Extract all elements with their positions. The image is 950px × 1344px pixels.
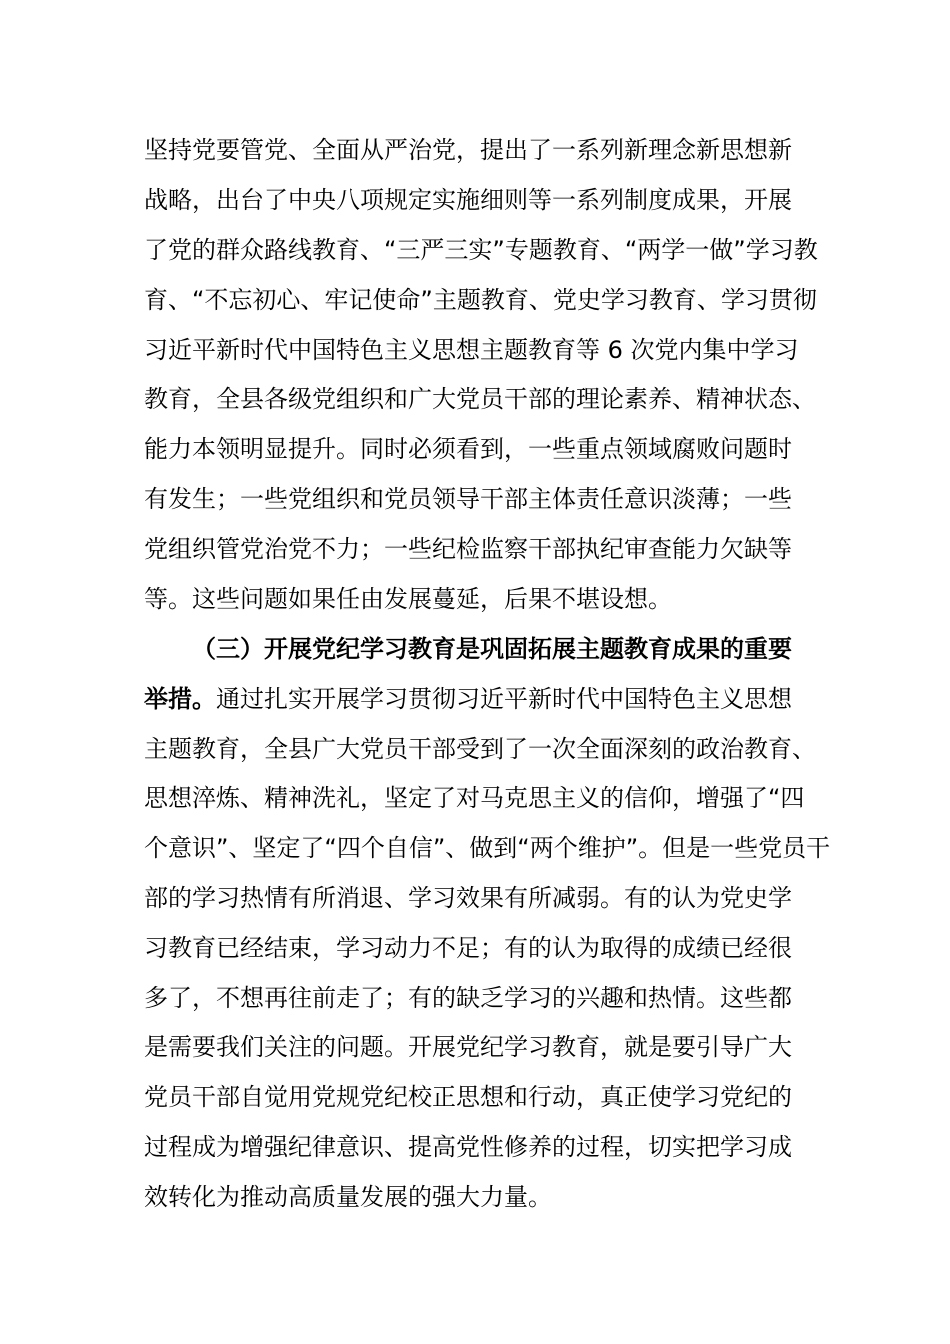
paragraph-2-line: 部的学习热情有所消退、学习效果有所减弱。有的认为党史学	[144, 884, 792, 912]
paragraph-2-line: 多了，不想再往前走了；有的缺乏学习的兴趣和热情。这些都	[144, 984, 792, 1012]
section-heading-end: 举措。	[144, 685, 216, 713]
paragraph-1-line: 等。这些问题如果任由发展蔓延，后果不堪设想。	[144, 585, 672, 613]
paragraph-2-line: 习教育已经结束，学习动力不足；有的认为取得的成绩已经很	[144, 934, 792, 962]
section-heading: （三）开展党纪学习教育是巩固拓展主题教育成果的重要	[192, 635, 792, 663]
paragraph-1-line: 战略，出台了中央八项规定实施细则等一系列制度成果，开展	[144, 186, 792, 214]
paragraph-1-line: 能力本领明显提升。同时必须看到，一些重点领域腐败问题时	[144, 435, 792, 463]
paragraph-2-line: 是需要我们关注的问题。开展党纪学习教育，就是要引导广大	[144, 1033, 792, 1061]
paragraph-2-line: 个意识”、坚定了“四个自信”、做到“两个维护”。但是一些党员干	[144, 834, 831, 862]
section-heading-continuation	[144, 683, 792, 715]
paragraph-2-line: 主题教育，全县广大党员干部受到了一次全面深刻的政治教育、	[144, 735, 816, 763]
paragraph-1-line: 了党的群众路线教育、“三严三实”专题教育、“两学一做”学习教	[144, 236, 818, 264]
paragraph-2-line: 党员干部自觉用党规党纪校正思想和行动，真正使学习党纪的	[144, 1083, 792, 1111]
paragraph-2-line: 过程成为增强纪律意识、提高党性修养的过程，切实把学习成	[144, 1133, 792, 1161]
paragraph-2-line: 思想淬炼、精神洗礼，坚定了对马克思主义的信仰，增强了“四	[144, 784, 805, 812]
paragraph-1-line: 教育，全县各级党组织和广大党员干部的理论素养、精神状态、	[144, 385, 816, 413]
paragraph-1-line: 育、“不忘初心、牢记使命”主题教育、党史学习教育、学习贯彻	[144, 286, 817, 314]
paragraph-2-text: 通过扎实开展学习贯彻习近平新时代中国特色主义思想	[216, 685, 792, 713]
paragraph-2-line: 效转化为推动高质量发展的强大力量。	[144, 1183, 552, 1211]
paragraph-1-line: 习近平新时代中国特色主义思想主题教育等 6 次党内集中学习	[144, 336, 799, 364]
paragraph-1-line: 有发生；一些党组织和党员领导干部主体责任意识淡薄；一些	[144, 485, 792, 513]
paragraph-1-line: 党组织管党治党不力；一些纪检监察干部执纪审查能力欠缺等	[144, 535, 792, 563]
paragraph-1-line: 坚持党要管党、全面从严治党，提出了一系列新理念新思想新	[144, 136, 792, 164]
